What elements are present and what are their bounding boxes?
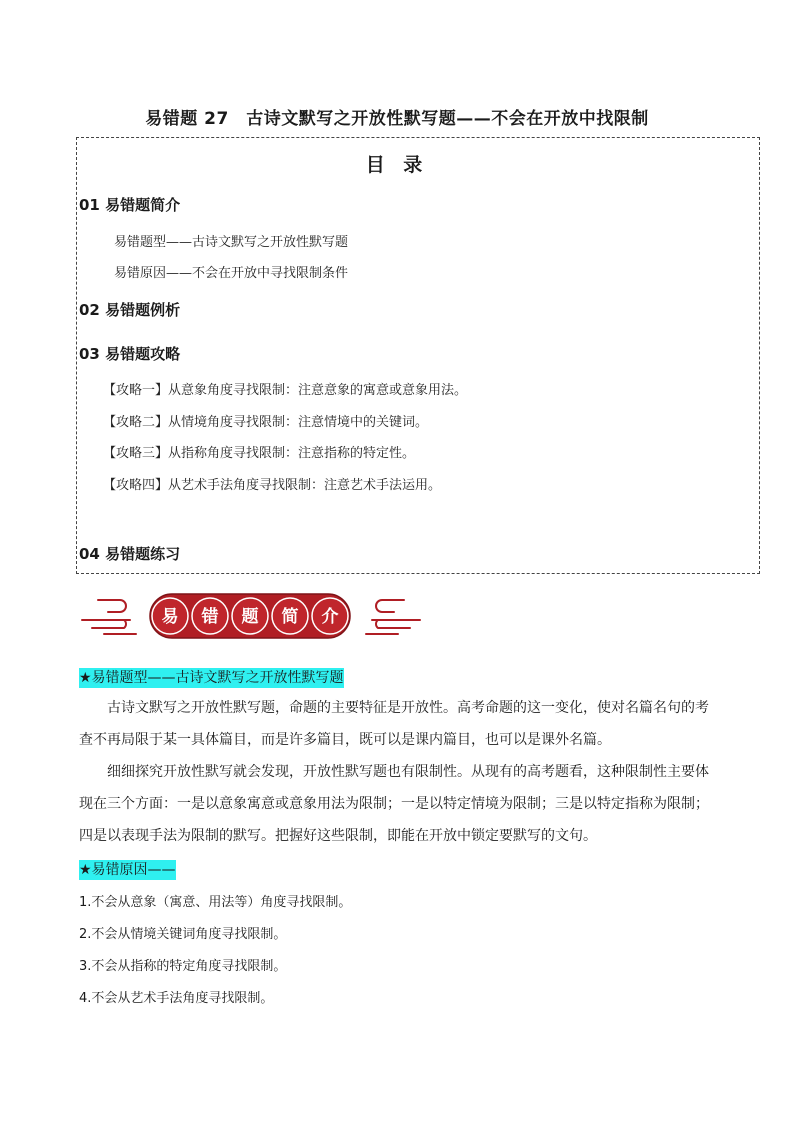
toc-strategy-4: 【攻略四】从艺术手法角度寻找限制：注意艺术手法运用。 — [103, 478, 442, 493]
toc-section-1-reason: 易错原因——不会在开放中寻找限制条件 — [114, 266, 349, 281]
section-banner — [78, 590, 424, 642]
toc-section-4: 04 易错题练习 — [79, 545, 181, 563]
toc-strategy-1: 【攻略一】从意象角度寻找限制：注意意象的寓意或意象用法。 — [103, 383, 468, 398]
banner-char-1: 易 — [161, 607, 179, 627]
document-title: 易错题 27 古诗文默写之开放性默写题——不会在开放中找限制 — [145, 109, 649, 129]
toc-heading: 目 录 — [365, 154, 429, 176]
banner-circle-4 — [272, 598, 308, 634]
toc-section-1: 01 易错题简介 — [79, 196, 181, 214]
paragraph-2: 细细探究开放性默写就会发现，开放性默写题也有限制性。从现有的高考题看，这种限制性主要体现在三个方面：一是以意象寓意或意象用法为限制；一是以特定情境为限制；三是以特定指称为限制；四是以表现手法为限制的默写。把握好这些限制，即能在开放中锁定要默写的文句。 — [79, 764, 709, 844]
error-reason-heading: ★易错原因—— — [79, 862, 176, 878]
intro-paragraphs — [79, 692, 719, 852]
banner-circle-3 — [232, 598, 268, 634]
toc-strategy-2: 【攻略二】从情境角度寻找限制：注意情境中的关键词。 — [103, 415, 429, 430]
banner-char-3: 题 — [241, 607, 259, 627]
left-cloud-ornament — [82, 600, 136, 634]
error-type-heading: ★易错题型——古诗文默写之开放性默写题 — [79, 670, 344, 686]
banner-char-4: 简 — [281, 607, 299, 627]
right-cloud-ornament — [366, 600, 420, 634]
banner-circle-2 — [192, 598, 228, 634]
toc-section-1-type: 易错题型——古诗文默写之开放性默写题 — [114, 235, 349, 250]
reason-item-3: 3.不会从指称的特定角度寻找限制。 — [79, 959, 287, 974]
toc-section-2: 02 易错题例析 — [79, 301, 181, 319]
reason-item-1: 1.不会从意象（寓意、用法等）角度寻找限制。 — [79, 895, 352, 910]
toc-strategy-3: 【攻略三】从指称角度寻找限制：注意指称的特定性。 — [103, 446, 416, 461]
toc-section-3: 03 易错题攻略 — [79, 345, 181, 363]
paragraph-1: 古诗文默写之开放性默写题，命题的主要特征是开放性。高考命题的这一变化，使对名篇名句的考查不再局限于某一具体篇目，而是许多篇目，既可以是课内篇目，也可以是课外名篇。 — [79, 700, 709, 748]
reason-item-2: 2.不会从情境关键词角度寻找限制。 — [79, 927, 287, 942]
banner-circle-5 — [312, 598, 348, 634]
banner-circle-1 — [152, 598, 188, 634]
banner-char-2: 错 — [201, 607, 219, 627]
reason-item-4: 4.不会从艺术手法角度寻找限制。 — [79, 991, 274, 1006]
banner-char-5: 介 — [321, 607, 339, 627]
